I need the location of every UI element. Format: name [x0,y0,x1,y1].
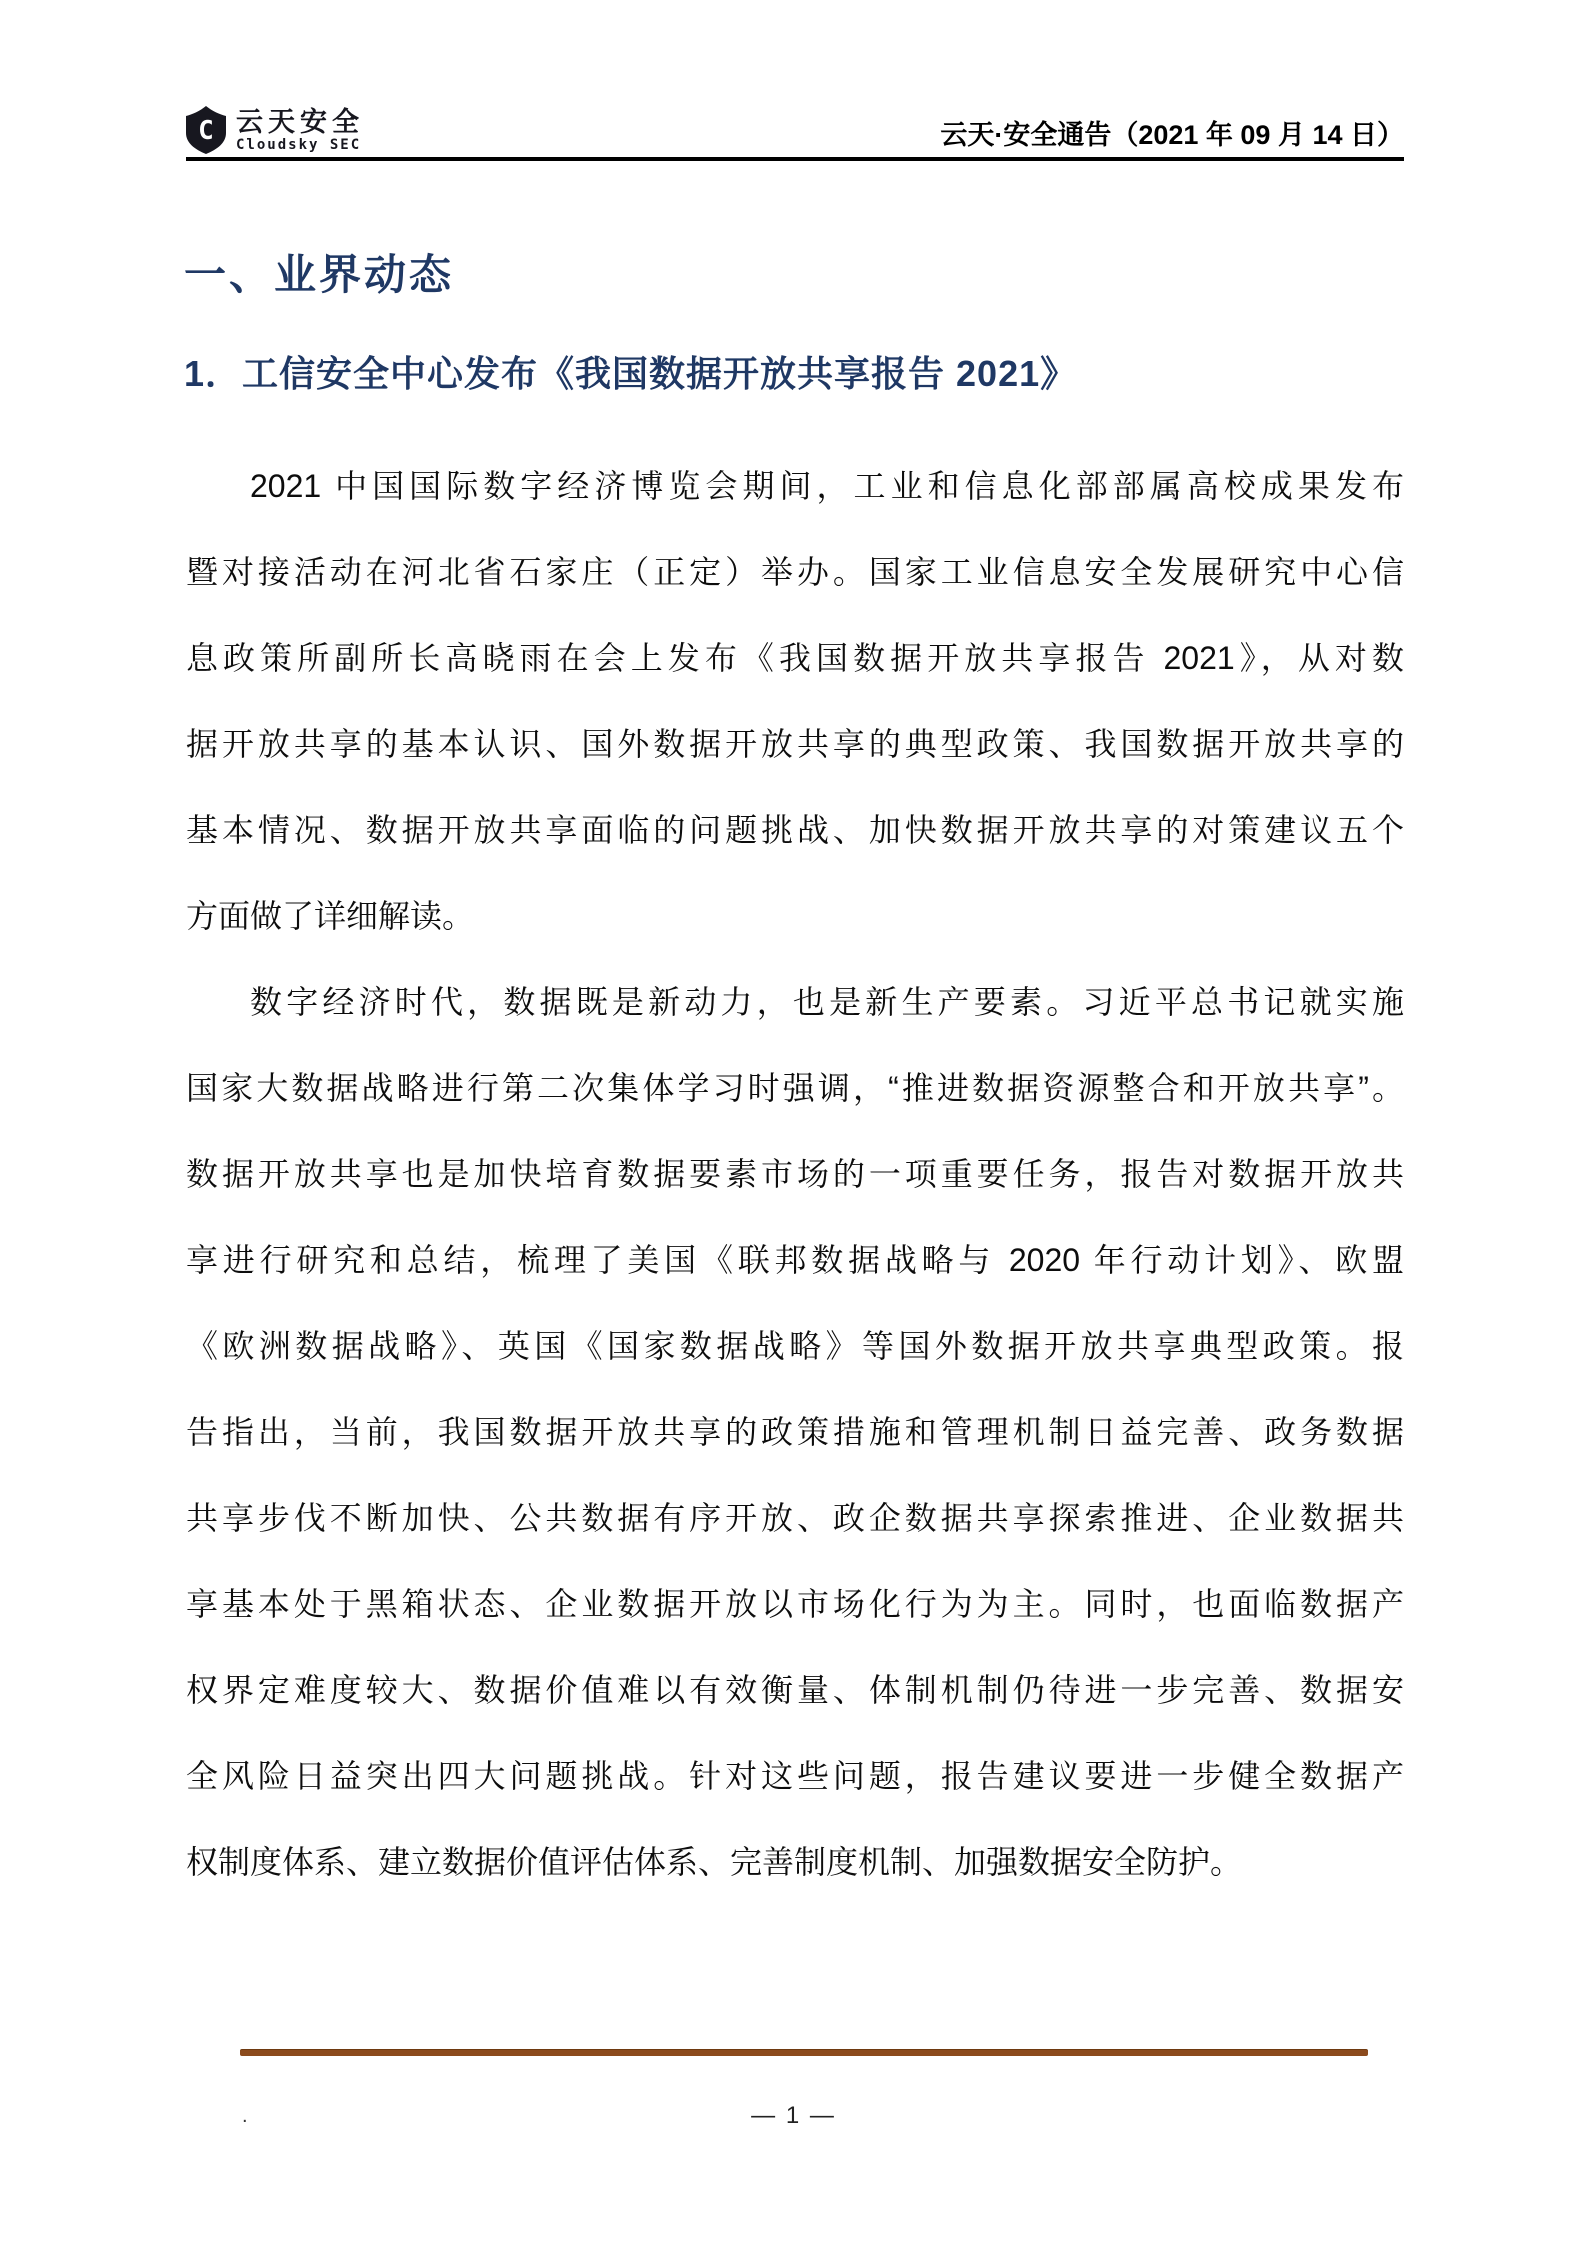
text-line: 2021 中国国际数字经济博览会期间，工业和信息化部部属高校成果发布 [250,468,1404,504]
article-paragraph-2 [186,959,1404,1905]
header-divider [186,157,1404,161]
text-line: 基本情况、数据开放共享面临的问题挑战、加快数据开放共享的对策建议五个 [186,812,1404,848]
brand-name-cn: 云天安全 [236,106,364,137]
text-line: 享基本处于黑箱状态、企业数据开放以市场化行为为主。同时，也面临数据产 [186,1586,1404,1622]
page-header [186,88,1404,154]
page-number: — 1 — [751,2102,836,2129]
text-line: 《欧洲数据战略》、英国《国家数据战略》等国外数据开放共享典型政策。报 [186,1328,1404,1364]
bulletin-title: 云天·安全通告（2021 年 09 月 14 日） [940,120,1404,150]
section-heading: 一、业界动态 [184,251,455,298]
text-line: 方面做了详细解读。 [186,898,475,934]
footer-divider [240,2049,1368,2056]
brand-text [236,107,364,154]
text-line: 数据开放共享也是加快培育数据要素市场的一项重要任务，报告对数据开放共 [186,1156,1404,1192]
article-body [186,443,1404,1905]
text-line: 权制度体系、建立数据价值评估体系、完善制度机制、加强数据安全防护。 [186,1844,1243,1880]
shield-logo-icon [186,106,226,154]
footer-left-mark: . [242,2105,248,2127]
text-line: 据开放共享的基本认识、国外数据开放共享的典型政策、我国数据开放共享的 [186,726,1404,762]
text-line: 全风险日益突出四大问题挑战。针对这些问题，报告建议要进一步健全数据产 [186,1758,1404,1794]
article-paragraph-1 [186,443,1404,959]
text-line: 享进行研究和总结，梳理了美国《联邦数据战略与 2020 年行动计划》、欧盟 [186,1242,1404,1278]
shield-letter: C [198,116,214,146]
text-line: 告指出，当前，我国数据开放共享的政策措施和管理机制日益完善、政务数据 [186,1414,1404,1450]
text-line: 权界定难度较大、数据价值难以有效衡量、体制机制仍待进一步完善、数据安 [186,1672,1404,1708]
text-line: 共享步伐不断加快、公共数据有序开放、政企数据共享探索推进、企业数据共 [186,1500,1404,1536]
text-line: 息政策所副所长高晓雨在会上发布《我国数据开放共享报告 2021》，从对数 [186,640,1404,676]
text-line: 国家大数据战略进行第二次集体学习时强调，“推进数据资源整合和开放共享”。 [186,1070,1404,1106]
brand-name-en: Cloudsky SEC [236,136,362,153]
brand-logo [186,106,364,154]
text-line: 数字经济时代，数据既是新动力，也是新生产要素。习近平总书记就实施 [250,984,1404,1020]
text-line: 暨对接活动在河北省石家庄（正定）举办。国家工业信息安全发展研究中心信 [186,554,1404,590]
article-heading: 1．工信安全中心发布《我国数据开放共享报告 2021》 [184,353,1078,394]
